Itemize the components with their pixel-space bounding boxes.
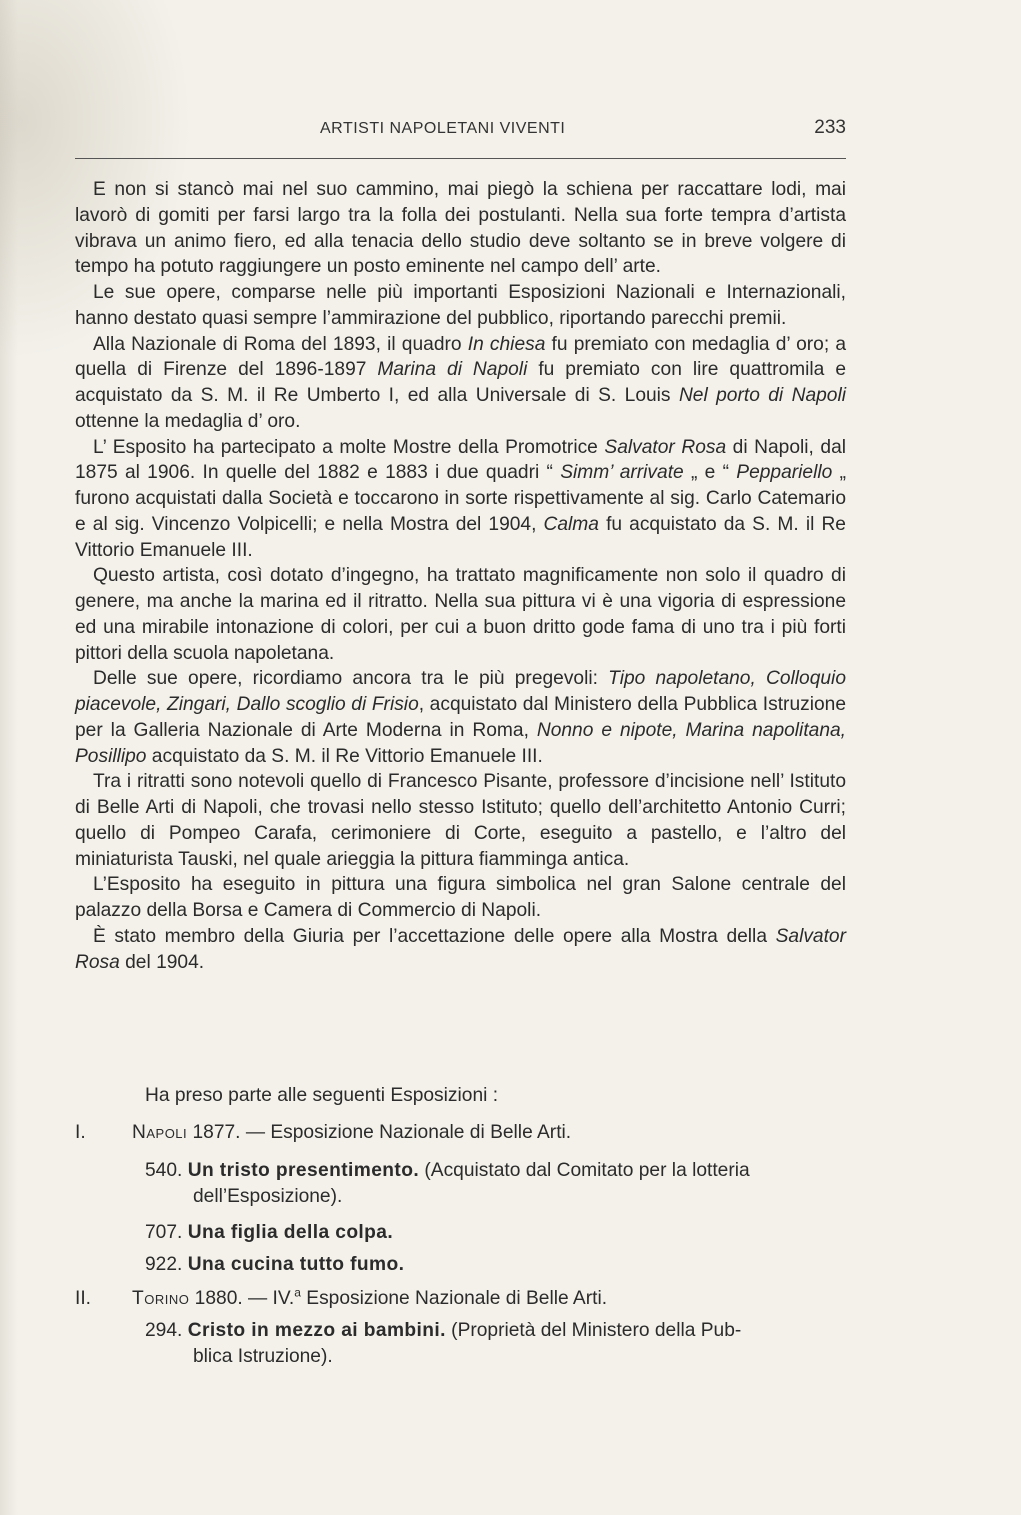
exhibition-details-continued: Esposizione Nazionale di Belle Arti.: [300, 1288, 608, 1309]
paragraph-text: È stato membro della Giuria per l’accettazione delle opere alla Mostra della: [93, 925, 776, 947]
body-paragraph: [75, 332, 846, 435]
exhibition-details: 1877. — Esposizione Nazionale di Belle Arti.: [187, 1122, 572, 1143]
paragraph-text: acquistato da S. M. il Re Vittorio Emanuele III.: [146, 745, 543, 767]
header-rule: [75, 158, 846, 159]
body-paragraph: [75, 280, 846, 332]
work-title: Una figlia della colpa.: [187, 1222, 394, 1243]
paragraph-text: fu acquistato da S. M. il Re Vittorio Emanuele III.: [75, 513, 846, 561]
italic-title: Nel porto di Napoli: [678, 385, 846, 406]
italic-title: Calma: [543, 513, 599, 535]
body-paragraph: [75, 924, 846, 976]
paragraph-text: Delle sue opere, ricordiamo ancora tra le più pregevoli:: [93, 668, 609, 690]
running-title: ARTISTI NAPOLETANI VIVENTI: [320, 120, 566, 137]
paragraph-text: Le sue opere, comparse nelle più importanti Esposizioni Nazionali e Internazionali, hanno destato quasi sempre l’ammirazione del pubblico, riportando parecchi premii.: [75, 282, 846, 329]
ordinal-superscript: a: [294, 1285, 301, 1300]
work-title: Un tristo presentimento.: [187, 1160, 420, 1181]
paragraph-text: „ e “: [683, 462, 737, 484]
exhibition-numeral: II.: [75, 1288, 91, 1309]
work-note-continued: blica Istruzione).: [193, 1345, 333, 1367]
paragraph-text: di Napoli, dal 1875 al 1906. In quelle del 1882 e 1883 i due quadri “: [75, 436, 847, 484]
page-number: 233: [814, 117, 846, 138]
work-entry: [145, 1318, 845, 1370]
italic-title: Peppariello: [736, 462, 833, 484]
exhibition-city: Torino: [132, 1288, 190, 1309]
paragraph-text: Questo artista, così dotato d’ingegno, ha trattato magnificamente non solo il quadro di genere, ma anche la marina ed il ritratto. Nella sua pittura vi è una vigoria di espressione ed una mirabile intonazione di colori, per cui a buon dritto gode fama di uno tra i più forti pittori della scuola napoletana.: [75, 565, 846, 664]
paragraph-text: L’Esposito ha eseguito in pittura una figura simbolica nel gran Salone centrale del palazzo della Borsa e Camera di Commercio di Napoli.: [75, 874, 846, 921]
exhibitions-intro: Ha preso parte alle seguenti Esposizioni :: [145, 1085, 499, 1106]
page-header: [75, 116, 846, 144]
body-text: [75, 177, 846, 975]
work-title: Una cucina tutto fumo.: [187, 1254, 405, 1275]
paragraph-text: ottenne la medaglia d’ oro.: [75, 410, 301, 432]
work-entry: [145, 1158, 845, 1210]
italic-title: Salvator Rosa: [75, 925, 846, 973]
paragraph-text: del 1904.: [119, 951, 205, 973]
italic-title: Salvator Rosa: [604, 436, 727, 458]
work-note: (Proprietà del Ministero della Pub-: [445, 1320, 742, 1341]
body-paragraph: [75, 872, 846, 924]
italic-title: Marina di Napoli: [377, 359, 528, 381]
paragraph-text: „ furono acquistati dalla Società e toccarono in sorte rispettivamente al sig. Carlo Catemario e al sig. Vincenzo Volpicelli; e nella Mostra del 1904,: [75, 462, 846, 535]
work-number: 922.: [145, 1254, 183, 1275]
work-number: 540.: [145, 1160, 183, 1181]
paragraph-text: , acquistato dal Ministero della Pubblica Istruzione per la Galleria Nazionale di Arte Moderna in Roma,: [75, 694, 846, 741]
paragraph-text: E non si stancò mai nel suo cammino, mai piegò la schiena per raccattare lodi, mai lavorò di gomiti per farsi largo tra la folla dei postulanti. Nella sua forte tempra d’artista vibrava un animo fiero, ed alla tenacia dello studio deve soltanto se in breve volgere di tempo ha potuto raggiungere un posto eminente nel campo dell’ arte.: [75, 179, 846, 278]
paragraph-text: Alla Nazionale di Roma del 1893, il quadro: [93, 333, 468, 355]
paragraph-text: L’ Esposito ha partecipato a molte Mostre della Promotrice: [93, 436, 605, 458]
exhibition-city: Napoli: [132, 1122, 188, 1143]
exhibition-details: 1880. — IV.: [189, 1288, 295, 1309]
work-entry: [145, 1252, 845, 1278]
work-entry: [145, 1220, 845, 1246]
body-paragraph: [75, 666, 846, 769]
paragraph-text: Tra i ritratti sono notevoli quello di Francesco Pisante, professore d’incisione nell’ Istituto di Belle Arti di Napoli, che trovasi nello stesso Istituto; quello dell’architetto Antonio Curri; quello di Pompeo Carafa, cerimoniere di Corte, eseguito a pastello, e l’altro del miniaturista Tauski, nel quale arieggia la pittura fiamminga antica.: [75, 771, 846, 870]
exhibition-heading: [132, 1285, 608, 1310]
italic-title: Nonno e nipote, Marina napolitana, Posillipo: [75, 719, 846, 767]
exhibition-heading: [132, 1122, 571, 1144]
body-paragraph: [75, 177, 846, 280]
work-title: Cristo in mezzo ai bambini.: [187, 1320, 446, 1341]
work-number: 294.: [145, 1320, 183, 1341]
body-paragraph: [75, 769, 846, 872]
paragraph-text: fu premiato con medaglia d’ oro; a quella di Firenze del 1896-1897: [75, 333, 847, 381]
italic-title: In chiesa: [467, 333, 546, 355]
exhibition-numeral: I.: [75, 1122, 86, 1143]
work-note: (Acquistato dal Comitato per la lotteria: [419, 1160, 750, 1181]
italic-title: Simm’ arrivate: [560, 462, 684, 484]
work-number: 707.: [145, 1222, 183, 1243]
body-paragraph: [75, 563, 846, 666]
paragraph-text: fu premiato con lire quattromila e acquistato da S. M. il Re Umberto I, ed alla Universale di S. Louis: [75, 359, 846, 406]
work-note-continued: dell’Esposizione).: [193, 1185, 343, 1207]
italic-title: Tipo napoletano, Colloquio piacevole, Zingari, Dallo scoglio di Frisio: [75, 668, 846, 715]
body-paragraph: [75, 435, 846, 564]
